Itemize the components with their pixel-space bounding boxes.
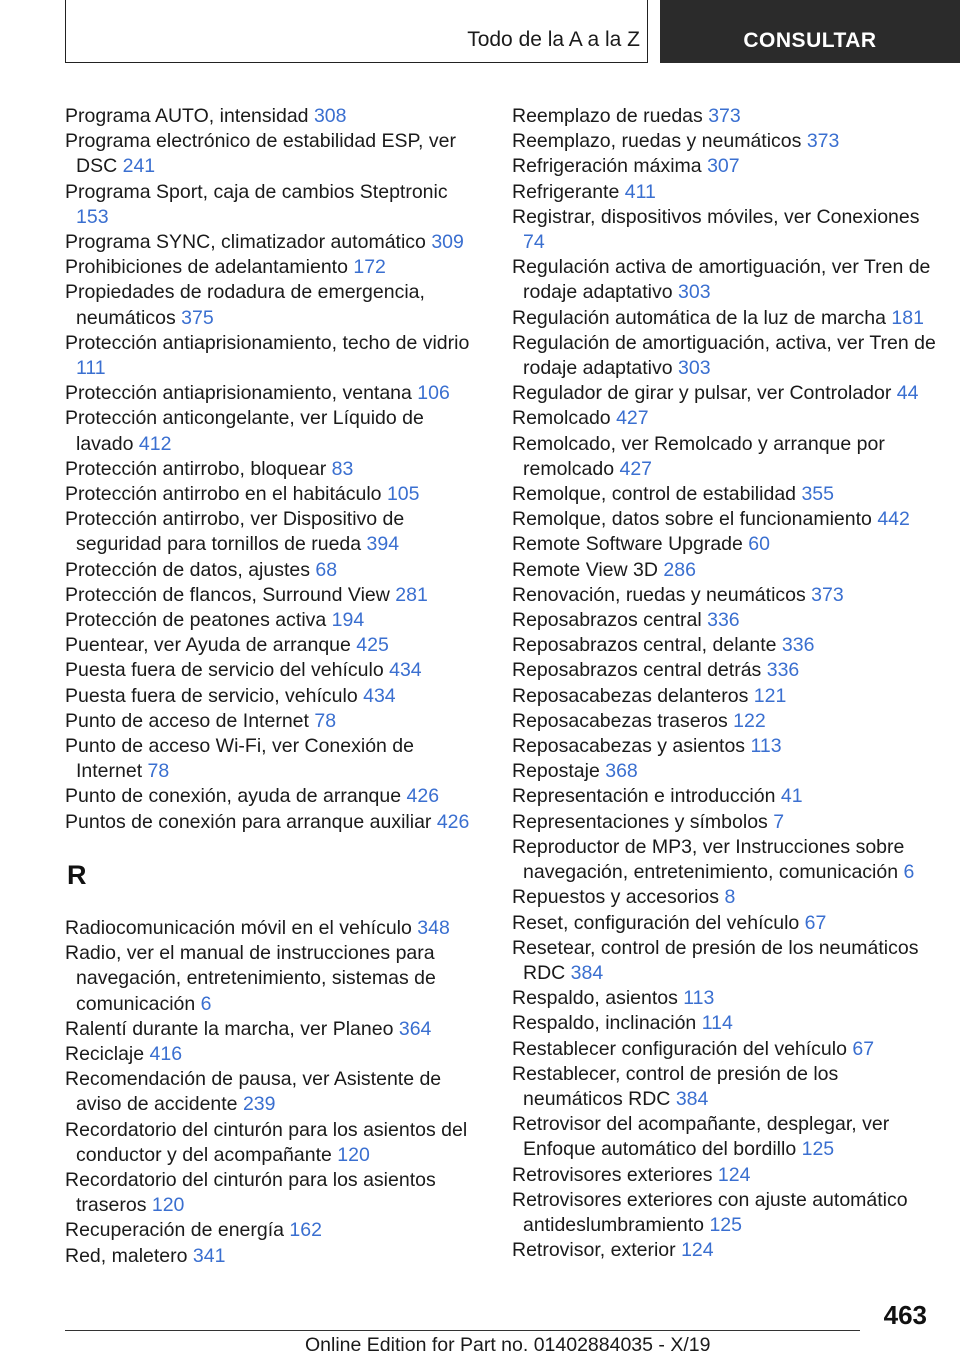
- index-entry: [65, 1017, 485, 1042]
- index-entry: [65, 558, 485, 583]
- page-reference-link[interactable]: 336: [781, 634, 815, 657]
- page-reference-link[interactable]: 162: [289, 1219, 322, 1242]
- page-reference-link[interactable]: 373: [811, 583, 844, 606]
- index-entry-text: Representaciones y símbolos: [512, 810, 774, 833]
- index-entry: [512, 633, 942, 658]
- page-reference-link[interactable]: 434: [389, 659, 422, 682]
- page-reference-link[interactable]: 394: [366, 533, 400, 556]
- index-entry: [512, 1062, 942, 1112]
- index-entry: [512, 835, 942, 885]
- page-reference-link[interactable]: 8: [724, 886, 736, 909]
- index-entry: [65, 280, 485, 330]
- page-reference-link[interactable]: 308: [313, 105, 347, 127]
- index-entry-text: Restablecer, control de presión de los neumáticos RDC: [512, 1062, 839, 1110]
- index-entry-text: Protección antiaprisionamiento, ventana: [65, 382, 418, 405]
- index-entry-text: Programa electrónico de estabilidad ESP, ver DSC: [65, 130, 456, 178]
- index-entry-text: Reposacabezas delanteros: [512, 684, 754, 707]
- page-reference-link[interactable]: 181: [891, 306, 924, 329]
- page-reference-link[interactable]: 364: [398, 1017, 432, 1040]
- index-entry-text: Radio, ver el manual de instrucciones para navegación, entretenimiento, sistemas de comunicación: [65, 942, 436, 1015]
- page-reference-link[interactable]: 121: [753, 684, 787, 707]
- index-entry: [65, 1118, 485, 1168]
- header-section-title: Todo de la A a la Z: [467, 28, 640, 51]
- index-entry: [512, 1238, 942, 1263]
- index-entry: [65, 608, 485, 633]
- index-entry: [512, 180, 942, 205]
- page-reference-link[interactable]: 373: [708, 105, 741, 127]
- page-reference-link[interactable]: 426: [436, 810, 470, 833]
- index-entry-text: Retrovisor, exterior: [512, 1239, 682, 1262]
- page-reference-link[interactable]: 411: [624, 180, 656, 203]
- index-entry: [65, 1042, 485, 1067]
- page-reference-link[interactable]: 303: [678, 281, 711, 304]
- page-reference-link[interactable]: 281: [395, 583, 428, 606]
- index-entry-text: Punto de acceso Wi-Fi, ver Conexión de Internet: [65, 735, 415, 783]
- index-entry: [512, 482, 942, 507]
- index-entry: [512, 583, 942, 608]
- index-entry: [512, 986, 942, 1011]
- index-entry-text: Respaldo, asientos: [512, 987, 684, 1010]
- index-entry-text: Puntos de conexión para arranque auxiliar: [65, 810, 437, 833]
- page-reference-link[interactable]: 307: [707, 155, 740, 178]
- index-entry-text: Remote View 3D: [512, 558, 664, 581]
- index-entry-text: Prohibiciones de adelantamiento: [65, 256, 354, 279]
- index-entry-text: Regulación automática de la luz de marcha: [512, 306, 892, 329]
- page-reference-link[interactable]: 427: [619, 457, 653, 480]
- index-entry: [512, 734, 942, 759]
- index-entry-text: Programa AUTO, intensidad: [65, 105, 314, 127]
- index-entry: [65, 583, 485, 608]
- index-entry: [65, 457, 485, 482]
- page-reference-link[interactable]: 67: [804, 911, 827, 934]
- footer-divider: [65, 1330, 860, 1331]
- page-reference-link[interactable]: 375: [181, 306, 214, 329]
- index-entry-text: Remolque, datos sobre el funcionamiento: [512, 508, 878, 531]
- index-entry-text: Remote Software Upgrade: [512, 533, 749, 556]
- index-entry-text: Remolcado: [512, 407, 617, 430]
- page-reference-link[interactable]: 303: [678, 357, 711, 380]
- index-entry: [65, 180, 485, 230]
- index-entry-text: Puentear, ver Ayuda de arranque: [65, 634, 357, 657]
- page-reference-link[interactable]: 336: [707, 609, 740, 632]
- index-entry-text: Remolque, control de estabilidad: [512, 483, 802, 506]
- footer-edition: Online Edition for Part no. 01402884035 - X/19: [305, 1334, 711, 1356]
- index-entry-text: Reposabrazos central detrás: [512, 659, 767, 682]
- page-reference-link[interactable]: 241: [122, 155, 156, 178]
- index-entry-text: Registrar, dispositivos móviles, ver Conexiones: [512, 205, 920, 228]
- index-column-right: [512, 104, 942, 1263]
- page-reference-link[interactable]: 114: [701, 1012, 733, 1035]
- index-entry: [65, 810, 485, 835]
- index-entry: [512, 255, 942, 305]
- index-entry: [512, 709, 942, 734]
- index-entry-text: Programa Sport, caja de cambios Steptronic: [65, 180, 448, 203]
- page-reference-link[interactable]: 434: [363, 684, 396, 707]
- index-entry: [512, 381, 942, 406]
- index-entry-text: Protección anticongelante, ver Líquido de lavado: [65, 407, 424, 455]
- index-entry-text: Repostaje: [512, 760, 606, 783]
- page-reference-link[interactable]: 336: [766, 659, 800, 682]
- index-entry-text: Protección de flancos, Surround View: [65, 583, 396, 606]
- page-reference-link[interactable]: 105: [386, 483, 420, 506]
- page-reference-link[interactable]: 172: [353, 256, 386, 279]
- index-entry-text: Recuperación de energía: [65, 1219, 290, 1242]
- index-entry: [512, 558, 942, 583]
- index-entry: [512, 104, 942, 129]
- page-reference-link[interactable]: 442: [877, 508, 910, 531]
- page-reference-link[interactable]: 120: [151, 1194, 185, 1217]
- page-reference-link[interactable]: 74: [523, 231, 545, 254]
- index-group-r: [65, 916, 485, 1269]
- index-entry: [65, 1244, 485, 1269]
- page-reference-link[interactable]: 309: [431, 231, 464, 254]
- index-entry: [512, 205, 942, 255]
- index-entry-text: Programa SYNC, climatizador automático: [65, 231, 432, 254]
- index-entry: [512, 129, 942, 154]
- page-reference-link[interactable]: 194: [331, 609, 365, 632]
- index-entry: [512, 936, 942, 986]
- index-entry-text: Respaldo, inclinación: [512, 1012, 702, 1035]
- index-entry: [512, 432, 942, 482]
- page-reference-link[interactable]: 427: [616, 407, 649, 430]
- index-entry-text: Refrigeración máxima: [512, 155, 708, 178]
- index-entry-text: Propiedades de rodadura de emergencia, neumáticos: [65, 281, 425, 329]
- index-entry: [65, 941, 485, 1017]
- index-entry-text: Reposabrazos central, delante: [512, 634, 782, 657]
- index-entry: [65, 658, 485, 683]
- page-reference-link[interactable]: 425: [356, 634, 389, 657]
- page-reference-link[interactable]: 341: [192, 1244, 226, 1267]
- index-entry: [512, 331, 942, 381]
- index-entry-text: Recomendación de pausa, ver Asistente de aviso de accidente: [65, 1068, 442, 1116]
- index-entry: [65, 916, 485, 941]
- page-reference-link[interactable]: 368: [605, 760, 638, 783]
- index-entry: [65, 709, 485, 734]
- index-entry: [512, 608, 942, 633]
- index-entry-text: Red, maletero: [65, 1244, 193, 1267]
- index-entry-text: Reposacabezas traseros: [512, 709, 734, 732]
- page-reference-link[interactable]: 60: [748, 533, 770, 556]
- index-group-p: [65, 104, 485, 835]
- index-entry-text: Reset, configuración del vehículo: [512, 911, 805, 934]
- index-entry: [512, 1188, 942, 1238]
- index-entry-text: Protección antirrobo, bloquear: [65, 457, 332, 480]
- page-reference-link[interactable]: 122: [733, 709, 766, 732]
- page-reference-link[interactable]: 6: [903, 861, 915, 884]
- index-entry: [65, 684, 485, 709]
- index-entry-text: Protección antirrobo, ver Dispositivo de seguridad para tornillos de rueda: [65, 508, 405, 556]
- index-entry: [512, 759, 942, 784]
- index-entry-text: Protección antiaprisionamiento, techo de vidrio: [65, 331, 470, 354]
- index-entry: [512, 306, 942, 331]
- index-entry: [65, 633, 485, 658]
- index-entry: [512, 507, 942, 532]
- index-entry-text: Reposabrazos central: [512, 609, 708, 632]
- index-entry-text: Renovación, ruedas y neumáticos: [512, 583, 812, 606]
- page-reference-link[interactable]: 68: [315, 558, 338, 581]
- index-entry: [65, 734, 485, 784]
- page-reference-link[interactable]: 41: [780, 785, 803, 808]
- index-entry-text: Regulador de girar y pulsar, ver Controlador: [512, 382, 897, 405]
- index-entry: [65, 331, 485, 381]
- index-entry-text: Protección antirrobo en el habitáculo: [65, 483, 387, 506]
- index-entry: [512, 1037, 942, 1062]
- index-entry-text: Protección de peatones activa: [65, 609, 332, 632]
- index-entry-text: Retrovisores exteriores con ajuste automático antideslumbramiento: [512, 1188, 908, 1236]
- index-entry-text: Restablecer configuración del vehículo: [512, 1037, 853, 1060]
- index-entry-text: Reemplazo de ruedas: [512, 105, 709, 127]
- page-reference-link[interactable]: 124: [681, 1239, 714, 1262]
- page-reference-link[interactable]: 111: [76, 357, 106, 380]
- page-reference-link[interactable]: 348: [417, 916, 450, 939]
- index-entry-text: Regulación activa de amortiguación, ver Tren de rodaje adaptativo: [512, 256, 931, 304]
- index-entry: [512, 684, 942, 709]
- index-entry-text: Punto de acceso de Internet: [65, 709, 315, 732]
- index-entry: [65, 255, 485, 280]
- page-reference-link[interactable]: 113: [683, 987, 715, 1010]
- index-entry: [512, 885, 942, 910]
- index-group-r-continued: [512, 104, 942, 1263]
- index-entry: [65, 482, 485, 507]
- index-entry-text: Remolcado, ver Remolcado y arranque por remolcado: [512, 432, 885, 480]
- page-reference-link[interactable]: 7: [773, 810, 785, 833]
- index-entry-text: Regulación de amortiguación, activa, ver Tren de rodaje adaptativo: [512, 331, 936, 380]
- index-entry-text: Reproductor de MP3, ver Instrucciones sobre navegación, entretenimiento, comunicación: [512, 835, 905, 884]
- index-entry-text: Repuestos y accesorios: [512, 886, 725, 909]
- index-entry: [512, 406, 942, 431]
- page-reference-link[interactable]: 286: [663, 558, 696, 581]
- index-entry: [512, 154, 942, 179]
- page-number: 463: [883, 1300, 927, 1330]
- page-reference-link[interactable]: 384: [675, 1087, 709, 1110]
- index-entry-text: Puesta fuera de servicio, vehículo: [65, 684, 364, 707]
- index-entry: [65, 381, 485, 406]
- index-entry-text: Puesta fuera de servicio del vehículo: [65, 659, 390, 682]
- page-reference-link[interactable]: 67: [852, 1037, 875, 1060]
- tab-consultar[interactable]: CONSULTAR: [660, 0, 960, 63]
- section-letter-r: R: [67, 859, 87, 890]
- index-entry: [512, 810, 942, 835]
- page-reference-link[interactable]: 426: [406, 785, 440, 808]
- index-entry: [512, 1112, 942, 1162]
- page-reference-link[interactable]: 78: [314, 709, 337, 732]
- index-entry-text: Recordatorio del cinturón para los asientos traseros: [65, 1168, 436, 1217]
- page-reference-link[interactable]: 78: [147, 760, 170, 783]
- index-entry: [65, 1067, 485, 1117]
- index-entry: [65, 104, 485, 129]
- index-entry: [65, 784, 485, 809]
- page-reference-link[interactable]: 355: [801, 483, 834, 506]
- index-entry: [65, 230, 485, 255]
- index-entry-text: Refrigerante: [512, 180, 625, 203]
- index-entry-text: Retrovisores exteriores: [512, 1163, 718, 1186]
- index-entry-text: Ralentí durante la marcha, ver Planeo: [65, 1017, 399, 1040]
- index-entry-text: Punto de conexión, ayuda de arranque: [65, 785, 407, 808]
- page-reference-link[interactable]: 106: [417, 382, 450, 405]
- index-entry-text: Reciclaje: [65, 1042, 150, 1065]
- index-entry-text: Reemplazo, ruedas y neumáticos: [512, 130, 807, 153]
- index-entry: [512, 532, 942, 557]
- index-entry: [65, 507, 485, 557]
- index-entry: [512, 1011, 942, 1036]
- index-entry-text: Reposacabezas y asientos: [512, 735, 751, 758]
- index-column-left: [65, 104, 485, 1269]
- page-reference-link[interactable]: 412: [138, 432, 172, 455]
- page-reference-link[interactable]: 153: [76, 205, 109, 228]
- page-reference-link[interactable]: 120: [337, 1143, 370, 1166]
- index-entry: [512, 911, 942, 936]
- index-entry-text: Protección de datos, ajustes: [65, 558, 316, 581]
- index-entry-text: Recordatorio del cinturón para los asientos del conductor y del acompañante: [65, 1118, 468, 1166]
- page-reference-link[interactable]: 6: [200, 992, 212, 1015]
- index-entry: [65, 1168, 485, 1218]
- page-reference-link[interactable]: 416: [149, 1042, 183, 1065]
- index-entry: [65, 1218, 485, 1243]
- page-reference-link[interactable]: 125: [801, 1138, 835, 1161]
- page-reference-link[interactable]: 384: [570, 961, 604, 984]
- index-entry-text: Retrovisor del acompañante, desplegar, ver Enfoque automático del bordillo: [512, 1113, 890, 1161]
- page-reference-link[interactable]: 124: [717, 1163, 751, 1186]
- page-reference-link[interactable]: 125: [709, 1213, 742, 1236]
- page-reference-link[interactable]: 113: [750, 735, 782, 758]
- page-reference-link[interactable]: 239: [242, 1093, 276, 1116]
- index-entry: [65, 406, 485, 456]
- index-entry: [65, 129, 485, 179]
- index-entry: [512, 1163, 942, 1188]
- index-entry-text: Resetear, control de presión de los neumáticos RDC: [512, 936, 919, 984]
- page-reference-link[interactable]: 373: [806, 130, 840, 153]
- index-entry: [512, 784, 942, 809]
- index-entry: [512, 658, 942, 683]
- page-reference-link[interactable]: 44: [896, 382, 919, 405]
- index-entry-text: Radiocomunicación móvil en el vehículo: [65, 916, 418, 939]
- page-reference-link[interactable]: 83: [331, 457, 354, 480]
- index-entry-text: Representación e introducción: [512, 785, 781, 808]
